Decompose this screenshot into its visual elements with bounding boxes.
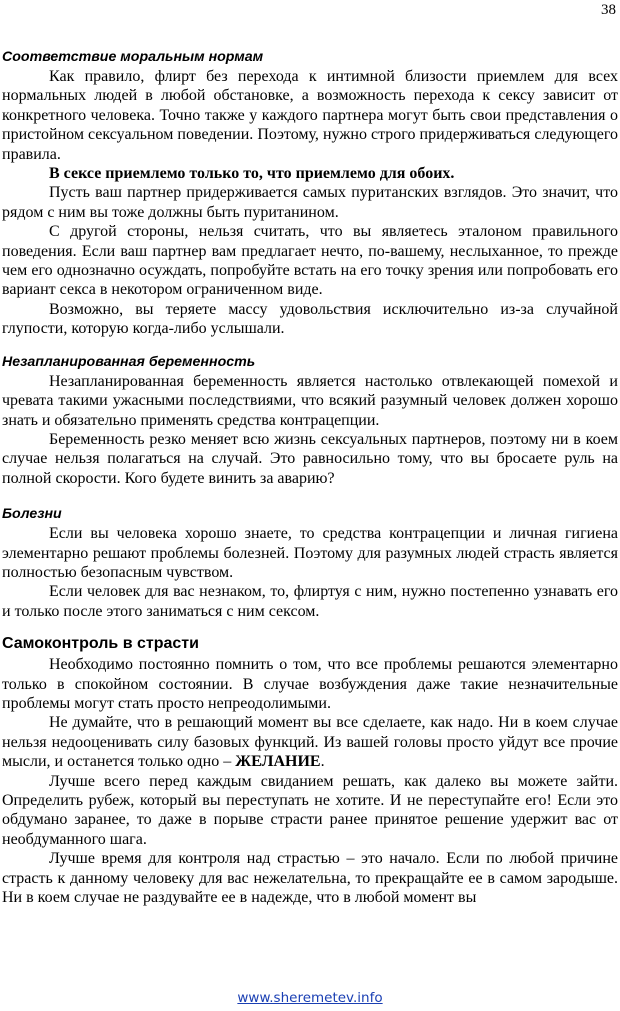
emphasis-word: ЖЕЛАНИЕ — [235, 753, 321, 771]
paragraph: Пусть ваш партнер придерживается самых пуританских взглядов. Это значит, что рядом с ним вы тоже должны быть пуританином. — [2, 184, 618, 221]
section-heading-diseases: Болезни — [2, 506, 62, 523]
paragraph: Как правило, флирт без перехода к интимной близости приемлем для всех нормальных людей в любой обстановке, а возможность перехода к сексу зависит от конкретного человека. Точно также у каждого партнера могут быть свои представления о пристойном сексуальном поведении. Поэтому, нужно строго придерживаться следующего правила. — [2, 68, 618, 163]
section-heading-unplanned-pregnancy: Незапланированная беременность — [2, 353, 256, 370]
section-heading-moral-norms: Соответствие моральным нормам — [2, 49, 264, 65]
paragraph: Если человек для вас незнаком, то, флиртуя с ним, нужно постепенно узнавать его и только после этого заниматься с ним сексом. — [2, 583, 618, 620]
paragraph: С другой стороны, нельзя считать, что вы являетесь эталоном правильного поведения. Если ваш партнер вам предлагает нечто, по-вашему, неслыханное, то прежде чем его однозначно осуждать, попробуйте встать на его точку зрения или попробовать его вариант секса в некотором ограниченном виде. — [2, 223, 618, 299]
paragraph: Возможно, вы теряете массу удовольствия исключительно из-за случайной глупости, которую когда-либо услышали. — [2, 300, 618, 338]
footer-website-link[interactable]: www.sheremetev.info — [237, 990, 383, 1006]
paragraph: Лучше всего перед каждым свиданием решать, как далеко вы можете зайти. Определить рубеж, который вы переступать не хотите. И не переступайте его! Если это обдумано заранее, то даже в порыве страсти ранее принятое решение удержит вас от необдуманного шага. — [2, 772, 618, 848]
paragraph-text: Не думайте, что в решающий момент вы все сделаете, как надо. Ни в коем случае нельзя недооценивать силу базовых функций. Из вашей головы просто уйдут все прочие мысли, и останется только одно – — [2, 714, 618, 771]
paragraph: Беременность резко меняет всю жизнь сексуальных партнеров, поэтому ни в коем случае нельзя полагаться на случай. Это равносильно тому, что вы бросаете руль на полной скорости. Кого будете винить за аварию? — [2, 430, 618, 487]
paragraph: Если вы человека хорошо знаете, то средства контрацепции и личная гигиена элементарно решают проблемы болезней. Поэтому для разумных людей страсть является полностью безопасным чувством. — [2, 525, 618, 581]
paragraph: Лучше время для контроля над страстью – это начало. Если по любой причине страсть к данному человеку для вас нежелательна, то прекращайте ее в самом зародыше. Ни в коем случае не раздувайте ее в надежде, что в любой момент вы — [2, 850, 618, 907]
paragraph: Незапланированная беременность является настолько отвлекающей помехой и чревата такими ужасными последствиями, что всякий разумный человек должен хорошо знать и обязательно применять средства контрацепции. — [2, 372, 618, 429]
paragraph-with-emphasis — [2, 713, 618, 771]
paragraph: Необходимо постоянно помнить о том, что все проблемы решаются элементарно только в спокойном состоянии. В случае возбуждения даже такие незначительные проблемы могут стать просто непреодолимыми. — [2, 656, 618, 712]
paragraph-end-punctuation: . — [320, 753, 325, 771]
bold-rule-paragraph: В сексе приемлемо только то, что приемлемо для обоих. — [49, 165, 455, 183]
page-number: 38 — [601, 2, 616, 18]
document-body — [2, 47, 618, 907]
section-heading-self-control: Самоконтроль в страсти — [2, 635, 199, 653]
